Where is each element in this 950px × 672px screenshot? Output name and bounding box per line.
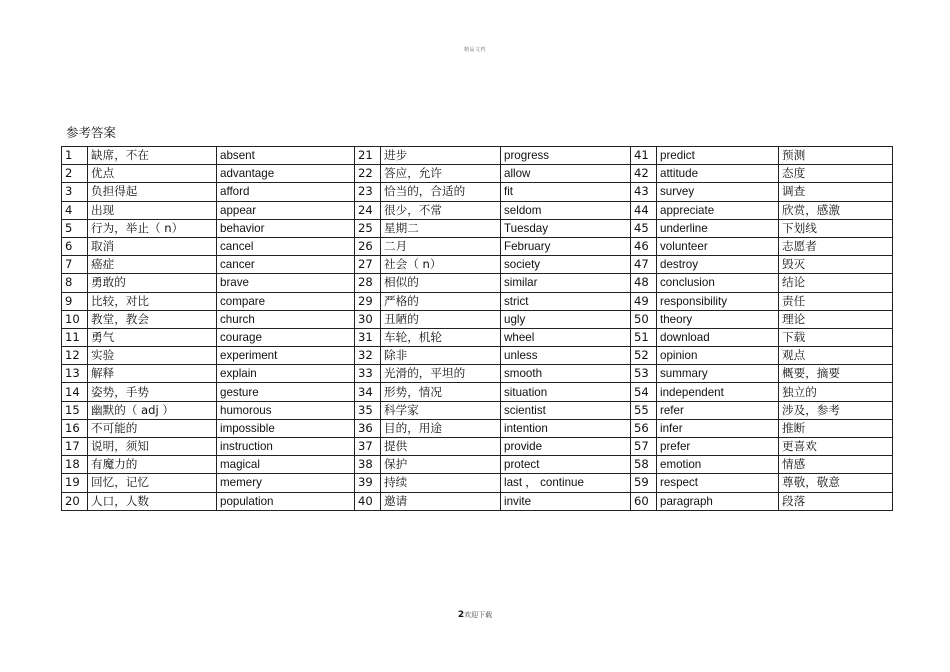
english-word: underline [657, 219, 779, 237]
english-word: seldom [501, 201, 631, 219]
chinese-meaning: 保护 [381, 456, 501, 474]
english-word: magical [217, 456, 355, 474]
english-word: explain [217, 365, 355, 383]
item-number: 39 [355, 474, 381, 492]
chinese-meaning: 邀请 [381, 492, 501, 510]
item-number: 26 [355, 237, 381, 255]
english-word: wheel [501, 328, 631, 346]
english-word: appear [217, 201, 355, 219]
chinese-meaning: 星期二 [381, 219, 501, 237]
english-word: behavior [217, 219, 355, 237]
english-word: brave [217, 274, 355, 292]
table-row [62, 492, 893, 510]
chinese-meaning: 很少，不常 [381, 201, 501, 219]
english-word: smooth [501, 365, 631, 383]
item-number: 12 [62, 347, 88, 365]
table-row [62, 201, 893, 219]
item-number: 40 [355, 492, 381, 510]
english-word: opinion [657, 347, 779, 365]
chinese-meaning: 优点 [88, 165, 217, 183]
english-word: survey [657, 183, 779, 201]
item-number: 27 [355, 256, 381, 274]
table-row [62, 219, 893, 237]
table-row [62, 401, 893, 419]
chinese-meaning: 解释 [88, 365, 217, 383]
item-number: 15 [62, 401, 88, 419]
table-row [62, 165, 893, 183]
english-word: ugly [501, 310, 631, 328]
chinese-meaning: 志愿者 [779, 237, 893, 255]
item-number: 19 [62, 474, 88, 492]
chinese-meaning: 推断 [779, 419, 893, 437]
item-number: 10 [62, 310, 88, 328]
item-number: 31 [355, 328, 381, 346]
item-number: 32 [355, 347, 381, 365]
item-number: 25 [355, 219, 381, 237]
item-number: 45 [631, 219, 657, 237]
chinese-meaning: 责任 [779, 292, 893, 310]
item-number: 34 [355, 383, 381, 401]
chinese-meaning: 情感 [779, 456, 893, 474]
english-word: summary [657, 365, 779, 383]
item-number: 55 [631, 401, 657, 419]
english-word: cancer [217, 256, 355, 274]
english-word: volunteer [657, 237, 779, 255]
chinese-meaning: 实验 [88, 347, 217, 365]
english-word: society [501, 256, 631, 274]
chinese-meaning: 教堂，教会 [88, 310, 217, 328]
table-row [62, 419, 893, 437]
table-row [62, 183, 893, 201]
chinese-meaning: 预测 [779, 147, 893, 165]
english-word: destroy [657, 256, 779, 274]
item-number: 57 [631, 438, 657, 456]
chinese-meaning: 回忆，记忆 [88, 474, 217, 492]
english-word: predict [657, 147, 779, 165]
chinese-meaning: 概要，摘要 [779, 365, 893, 383]
chinese-meaning: 持续 [381, 474, 501, 492]
chinese-meaning: 有魔力的 [88, 456, 217, 474]
english-word: population [217, 492, 355, 510]
table-row [62, 383, 893, 401]
item-number: 9 [62, 292, 88, 310]
header-note: 精品文档 [463, 47, 486, 53]
chinese-meaning: 更喜欢 [779, 438, 893, 456]
english-word: humorous [217, 401, 355, 419]
item-number: 60 [631, 492, 657, 510]
english-word: absent [217, 147, 355, 165]
item-number: 44 [631, 201, 657, 219]
english-word: experiment [217, 347, 355, 365]
english-word: cancel [217, 237, 355, 255]
item-number: 2 [62, 165, 88, 183]
table-row [62, 274, 893, 292]
chinese-meaning: 比较，对比 [88, 292, 217, 310]
english-word: unless [501, 347, 631, 365]
english-word: afford [217, 183, 355, 201]
english-word: fit [501, 183, 631, 201]
item-number: 6 [62, 237, 88, 255]
item-number: 54 [631, 383, 657, 401]
chinese-meaning: 尊敬，敬意 [779, 474, 893, 492]
chinese-meaning: 不可能的 [88, 419, 217, 437]
chinese-meaning: 观点 [779, 347, 893, 365]
english-word: advantage [217, 165, 355, 183]
item-number: 20 [62, 492, 88, 510]
english-word: gesture [217, 383, 355, 401]
chinese-meaning: 欣赏，感激 [779, 201, 893, 219]
item-number: 47 [631, 256, 657, 274]
item-number: 18 [62, 456, 88, 474]
item-number: 53 [631, 365, 657, 383]
chinese-meaning: 毁灭 [779, 256, 893, 274]
chinese-meaning: 科学家 [381, 401, 501, 419]
item-number: 50 [631, 310, 657, 328]
english-word: intention [501, 419, 631, 437]
chinese-meaning: 姿势，手势 [88, 383, 217, 401]
english-word: theory [657, 310, 779, 328]
english-word: Tuesday [501, 219, 631, 237]
chinese-meaning: 社会（ n） [381, 256, 501, 274]
item-number: 35 [355, 401, 381, 419]
table-row [62, 456, 893, 474]
table-row [62, 147, 893, 165]
english-word: last ， continue [501, 474, 631, 492]
chinese-meaning: 光滑的，平坦的 [381, 365, 501, 383]
item-number: 51 [631, 328, 657, 346]
item-number: 24 [355, 201, 381, 219]
english-word: respect [657, 474, 779, 492]
item-number: 28 [355, 274, 381, 292]
english-word: refer [657, 401, 779, 419]
chinese-meaning: 理论 [779, 310, 893, 328]
english-word: memery [217, 474, 355, 492]
page-number: 2 [457, 610, 465, 620]
chinese-meaning: 勇气 [88, 328, 217, 346]
item-number: 13 [62, 365, 88, 383]
english-word: strict [501, 292, 631, 310]
table-row [62, 347, 893, 365]
footer [0, 610, 950, 620]
english-word: progress [501, 147, 631, 165]
english-word: emotion [657, 456, 779, 474]
chinese-meaning: 相似的 [381, 274, 501, 292]
footer-label: 欢迎下载 [464, 611, 493, 619]
english-word: conclusion [657, 274, 779, 292]
item-number: 17 [62, 438, 88, 456]
item-number: 11 [62, 328, 88, 346]
chinese-meaning: 下划线 [779, 219, 893, 237]
section-title: 参考答案 [66, 125, 117, 140]
chinese-meaning: 提供 [381, 438, 501, 456]
english-word: impossible [217, 419, 355, 437]
item-number: 49 [631, 292, 657, 310]
item-number: 36 [355, 419, 381, 437]
item-number: 37 [355, 438, 381, 456]
english-word: church [217, 310, 355, 328]
english-word: invite [501, 492, 631, 510]
item-number: 48 [631, 274, 657, 292]
english-word: February [501, 237, 631, 255]
table-row [62, 310, 893, 328]
chinese-meaning: 取消 [88, 237, 217, 255]
item-number: 46 [631, 237, 657, 255]
chinese-meaning: 丑陋的 [381, 310, 501, 328]
item-number: 5 [62, 219, 88, 237]
item-number: 42 [631, 165, 657, 183]
chinese-meaning: 目的，用途 [381, 419, 501, 437]
chinese-meaning: 严格的 [381, 292, 501, 310]
chinese-meaning: 人口，人数 [88, 492, 217, 510]
chinese-meaning: 答应，允许 [381, 165, 501, 183]
item-number: 23 [355, 183, 381, 201]
item-number: 52 [631, 347, 657, 365]
chinese-meaning: 进步 [381, 147, 501, 165]
english-word: similar [501, 274, 631, 292]
table-row [62, 328, 893, 346]
chinese-meaning: 勇敢的 [88, 274, 217, 292]
chinese-meaning: 缺席，不在 [88, 147, 217, 165]
item-number: 16 [62, 419, 88, 437]
item-number: 21 [355, 147, 381, 165]
vocab-table-body [62, 147, 893, 511]
item-number: 4 [62, 201, 88, 219]
item-number: 30 [355, 310, 381, 328]
english-word: independent [657, 383, 779, 401]
item-number: 56 [631, 419, 657, 437]
chinese-meaning: 二月 [381, 237, 501, 255]
english-word: attitude [657, 165, 779, 183]
item-number: 38 [355, 456, 381, 474]
item-number: 14 [62, 383, 88, 401]
chinese-meaning: 行为，举止（ n） [88, 219, 217, 237]
chinese-meaning: 结论 [779, 274, 893, 292]
chinese-meaning: 车轮，机轮 [381, 328, 501, 346]
english-word: provide [501, 438, 631, 456]
chinese-meaning: 形势，情况 [381, 383, 501, 401]
chinese-meaning: 说明，须知 [88, 438, 217, 456]
item-number: 22 [355, 165, 381, 183]
english-word: instruction [217, 438, 355, 456]
chinese-meaning: 幽默的（ adj ） [88, 401, 217, 419]
chinese-meaning: 独立的 [779, 383, 893, 401]
english-word: scientist [501, 401, 631, 419]
chinese-meaning: 负担得起 [88, 183, 217, 201]
english-word: compare [217, 292, 355, 310]
table-row [62, 474, 893, 492]
table-row [62, 438, 893, 456]
english-word: protect [501, 456, 631, 474]
item-number: 8 [62, 274, 88, 292]
item-number: 7 [62, 256, 88, 274]
english-word: prefer [657, 438, 779, 456]
item-number: 43 [631, 183, 657, 201]
item-number: 33 [355, 365, 381, 383]
chinese-meaning: 调查 [779, 183, 893, 201]
chinese-meaning: 态度 [779, 165, 893, 183]
table-row [62, 256, 893, 274]
chinese-meaning: 除非 [381, 347, 501, 365]
english-word: appreciate [657, 201, 779, 219]
english-word: responsibility [657, 292, 779, 310]
chinese-meaning: 段落 [779, 492, 893, 510]
english-word: courage [217, 328, 355, 346]
table-row [62, 292, 893, 310]
item-number: 59 [631, 474, 657, 492]
table-row [62, 365, 893, 383]
vocab-table [61, 146, 893, 511]
english-word: infer [657, 419, 779, 437]
item-number: 3 [62, 183, 88, 201]
item-number: 41 [631, 147, 657, 165]
chinese-meaning: 恰当的，合适的 [381, 183, 501, 201]
chinese-meaning: 下载 [779, 328, 893, 346]
english-word: situation [501, 383, 631, 401]
chinese-meaning: 涉及，参考 [779, 401, 893, 419]
item-number: 58 [631, 456, 657, 474]
english-word: paragraph [657, 492, 779, 510]
english-word: allow [501, 165, 631, 183]
item-number: 29 [355, 292, 381, 310]
table-row [62, 237, 893, 255]
chinese-meaning: 出现 [88, 201, 217, 219]
chinese-meaning: 癌症 [88, 256, 217, 274]
item-number: 1 [62, 147, 88, 165]
english-word: download [657, 328, 779, 346]
